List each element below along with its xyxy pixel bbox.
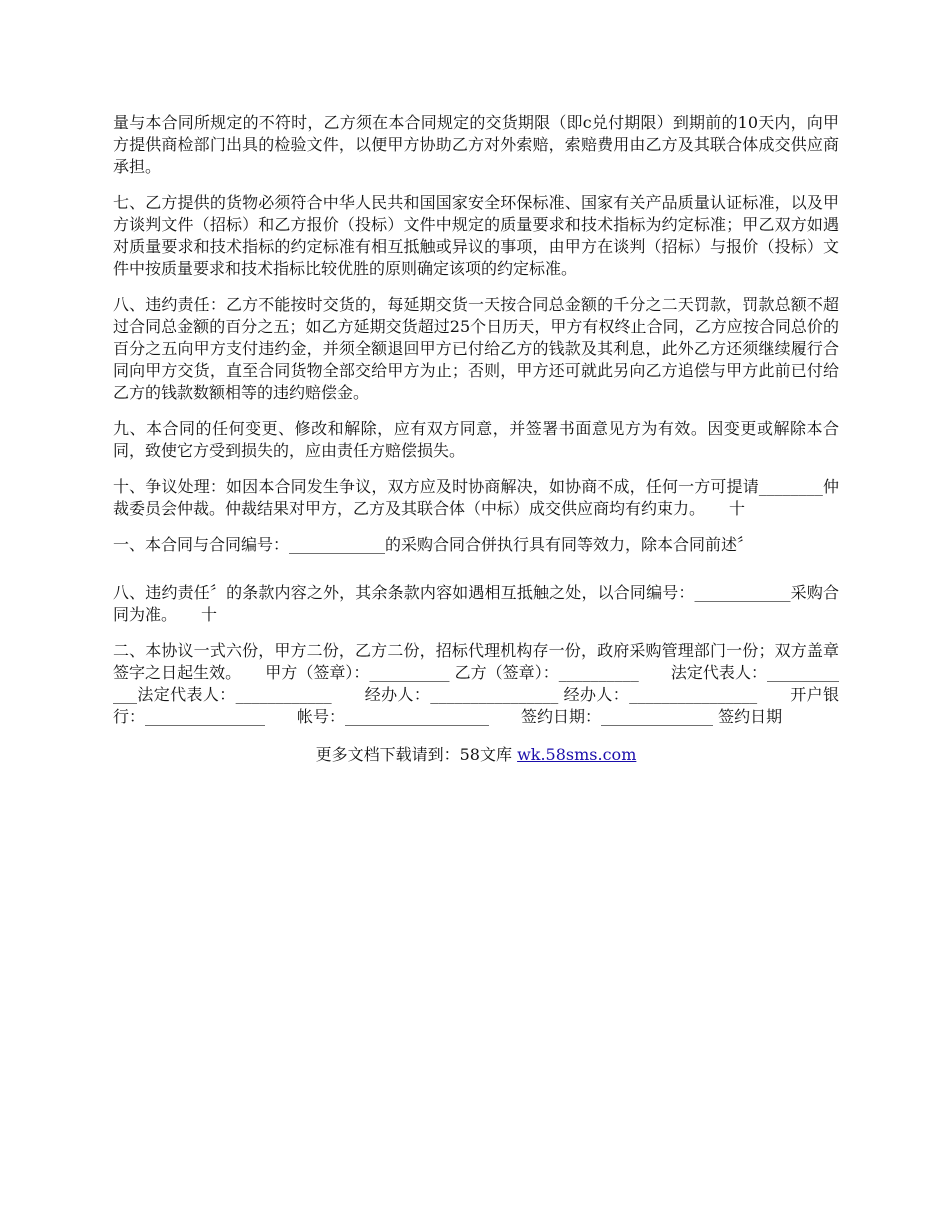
paragraph-contract-merge: 一、本合同与合同编号：____________的采购合同合併执行具有同等效力，除本合同前述〞 [113, 535, 754, 554]
paragraph-breach-liability: 八、违约责任：乙方不能按时交货的，每延期交货一天按合同总金额的千分之二天罚款，罚款总额不超过合同总金额的百分之五；如乙方延期交货超过25个日历天，甲方有权终止合同，乙方应按合同总价的百分之五向甲方支付违约金，并须全额退回甲方已付给乙方的钱款及其利息，此外乙方还须继续履行合同向甲方交货，直至合同货物全部交给甲方为止；否则，甲方还可就此另向乙方追偿与甲方此前已付给乙方的钱款数额相等的违约赔偿金。 [113, 295, 839, 402]
paragraph-quality-standards: 七、乙方提供的货物必须符合中华人民共和国国家安全环保标准、国家有关产品质量认证标准，以及甲方谈判文件（招标）和乙方报价（投标）文件中规定的质量要求和技术指标为约定标准；甲乙双方如遇对质量要求和技术指标的约定标准有相互抵触或异议的事项，由甲方在谈判（招标）与报价（投标）文件中按质量要求和技术指标比较优胜的原则确定该项的约定标准。 [113, 193, 839, 278]
footer-link[interactable]: wk.58sms.com [517, 745, 637, 764]
paragraph-amendment: 九、本合同的任何变更、修改和解除，应有双方同意，并签署书面意见方为有效。因变更或解除本合同，致使它方受到损失的，应由责任方赔偿损失。 [113, 419, 839, 460]
paragraph-inspection: 量与本合同所规定的不符时，乙方须在本合同规定的交货期限（即c兑付期限）到期前的10天内，向甲方提供商检部门出具的检验文件，以便甲方协助乙方对外索赔，索赔费用由乙方及其联合体成交供应商承担。 [113, 113, 839, 176]
document-page [113, 112, 839, 766]
paragraph-conflict-clause: 八、违约责任〞的条款内容之外，其余条款内容如遇相互抵触之处，以合同编号：____________采购合同为准。 十 [113, 583, 839, 624]
footer-download-note [113, 744, 839, 766]
paragraph-copies-signatures: 二、本协议一式六份，甲方二份，乙方二份，招标代理机构存一份，政府采购管理部门一份；双方盖章签字之日起生效。 甲方（签章）：__________ 乙方（签章）：__________ 法定代表人：____________法定代表人：____________ 经办人：________________ 经办人：________________ 开户银行：_______________ 帐号：__________________ 签约日期：______________ 签约日期 [113, 641, 839, 726]
paragraph-dispute: 十、争议处理：如因本合同发生争议，双方应及时协商解决，如协商不成，任何一方可提请________仲裁委员会仲裁。仲裁结果对甲方，乙方及其联合体（中标）成交供应商均有约束力。 十 [113, 477, 839, 518]
footer-prefix: 更多文档下载请到：58文库 [315, 745, 518, 764]
